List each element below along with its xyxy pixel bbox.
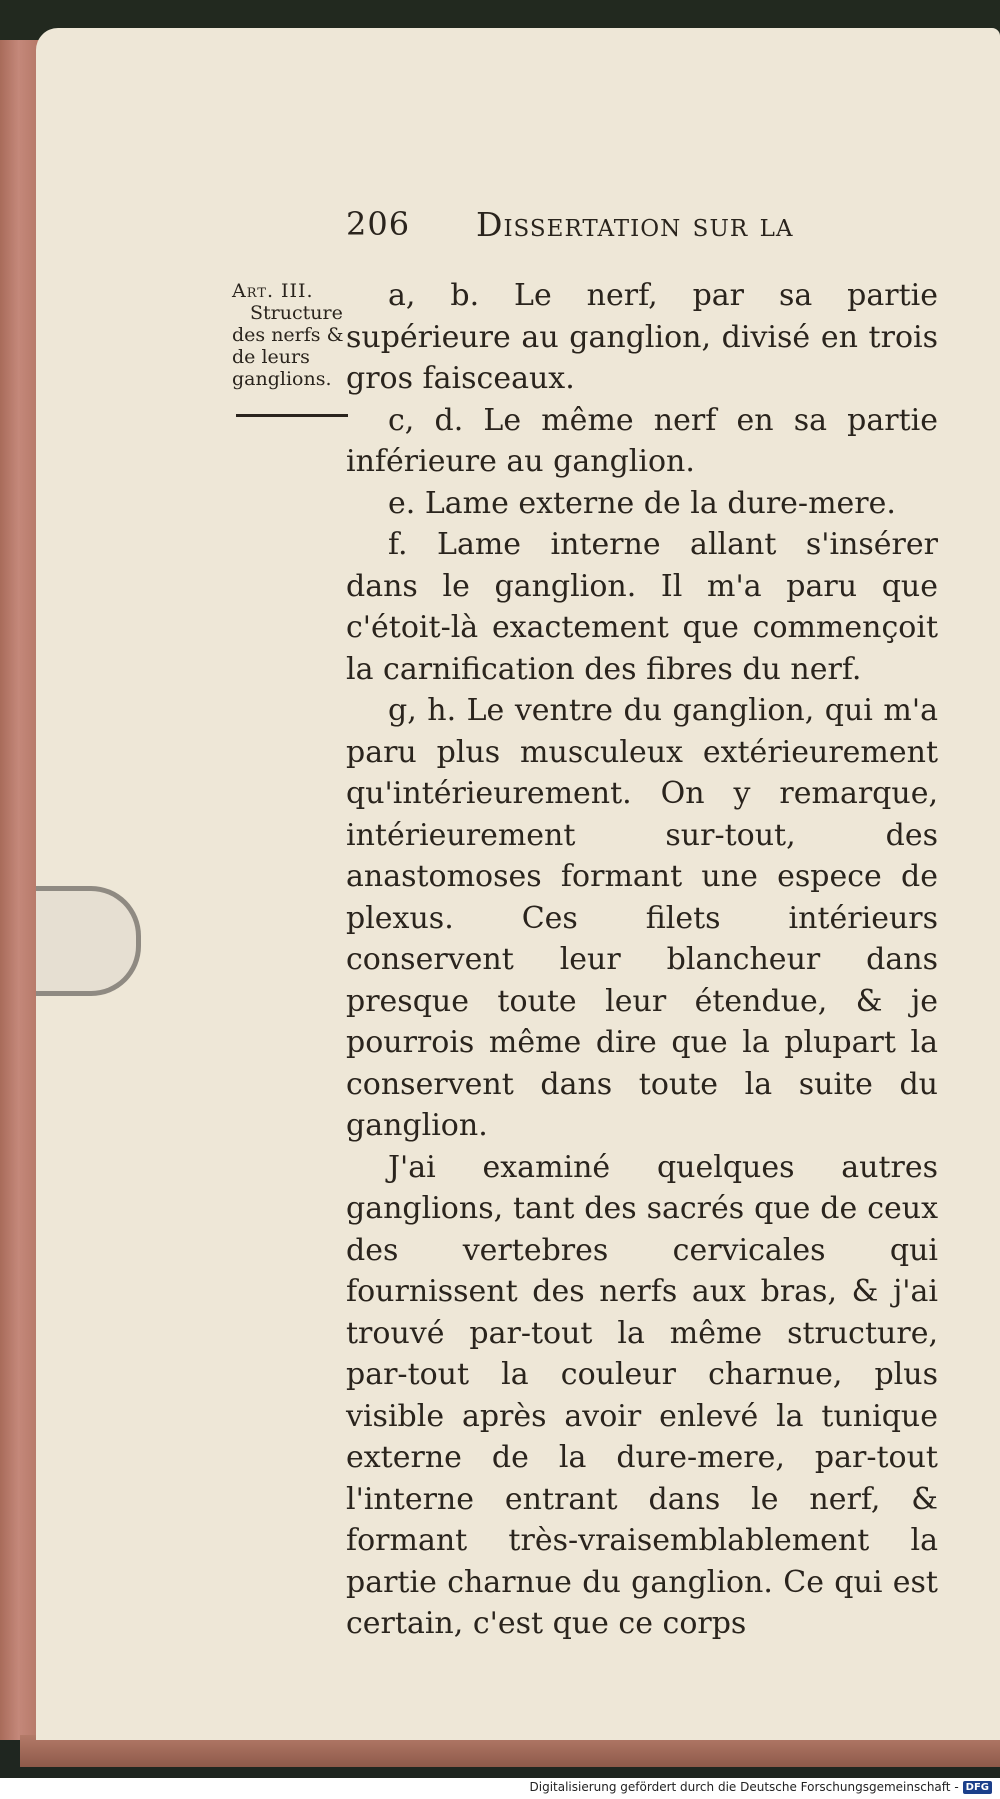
digitization-credit (530, 1780, 993, 1794)
paragraph: g, h. Le ventre du ganglion, qui m'a paru plus musculeux extérieurement qu'intérieurement. On y remarque, intérieurement sur-tout, des anastomoses formant une espece de plexus. Ces filets intérieurs conservent leur blancheur dans presque toute leur étendue, & je pourrois même dire que la plupart la conservent dans toute la suite du ganglion. (346, 693, 938, 1143)
margin-note (232, 280, 352, 390)
body-text (346, 275, 938, 1645)
paragraph: f. Lame interne allant s'insérer dans le ganglion. Il m'a paru que c'étoit-là exactement que commençoit la carnification des fibres du nerf. (346, 527, 938, 687)
margin-rule (236, 414, 348, 417)
margin-note-line: de leurs (232, 346, 310, 368)
margin-note-line: ganglions. (232, 368, 332, 390)
paragraph: J'ai examiné quelques autres ganglions, tant des sacrés que de ceux des vertebres cervicales qui fournissent des nerfs aux bras, & j'ai trouvé par-tout la même structure, par-tout la couleur charnue, plus visible après avoir enlevé la tunique externe de la dure-mere, par-tout l'interne entrant dans le nerf, & formant très-vraisemblablement la partie charnue du ganglion. Ce qui est certain, c'est que ce corps (346, 1149, 938, 1641)
margin-note-line: Structure (250, 302, 343, 324)
paragraph: c, d. Le même nerf en sa partie inférieure au ganglion. (346, 402, 938, 479)
credit-text: Digitalisierung gefördert durch die Deutsche Forschungsgemeinschaft - (529, 1780, 959, 1794)
margin-note-article: Art. III. (232, 280, 314, 302)
paragraph: a, b. Le nerf, par sa partie supérieure au ganglion, divisé en trois gros faisceaux. (346, 278, 938, 396)
margin-note-line: des nerfs & (232, 324, 344, 346)
running-title: Dissertation sur la (476, 205, 794, 244)
paragraph: e. Lame externe de la dure-mere. (388, 485, 896, 521)
page-number: 206 (346, 205, 411, 243)
dfg-logo: DFG (963, 1781, 992, 1794)
page-clip (36, 886, 141, 996)
